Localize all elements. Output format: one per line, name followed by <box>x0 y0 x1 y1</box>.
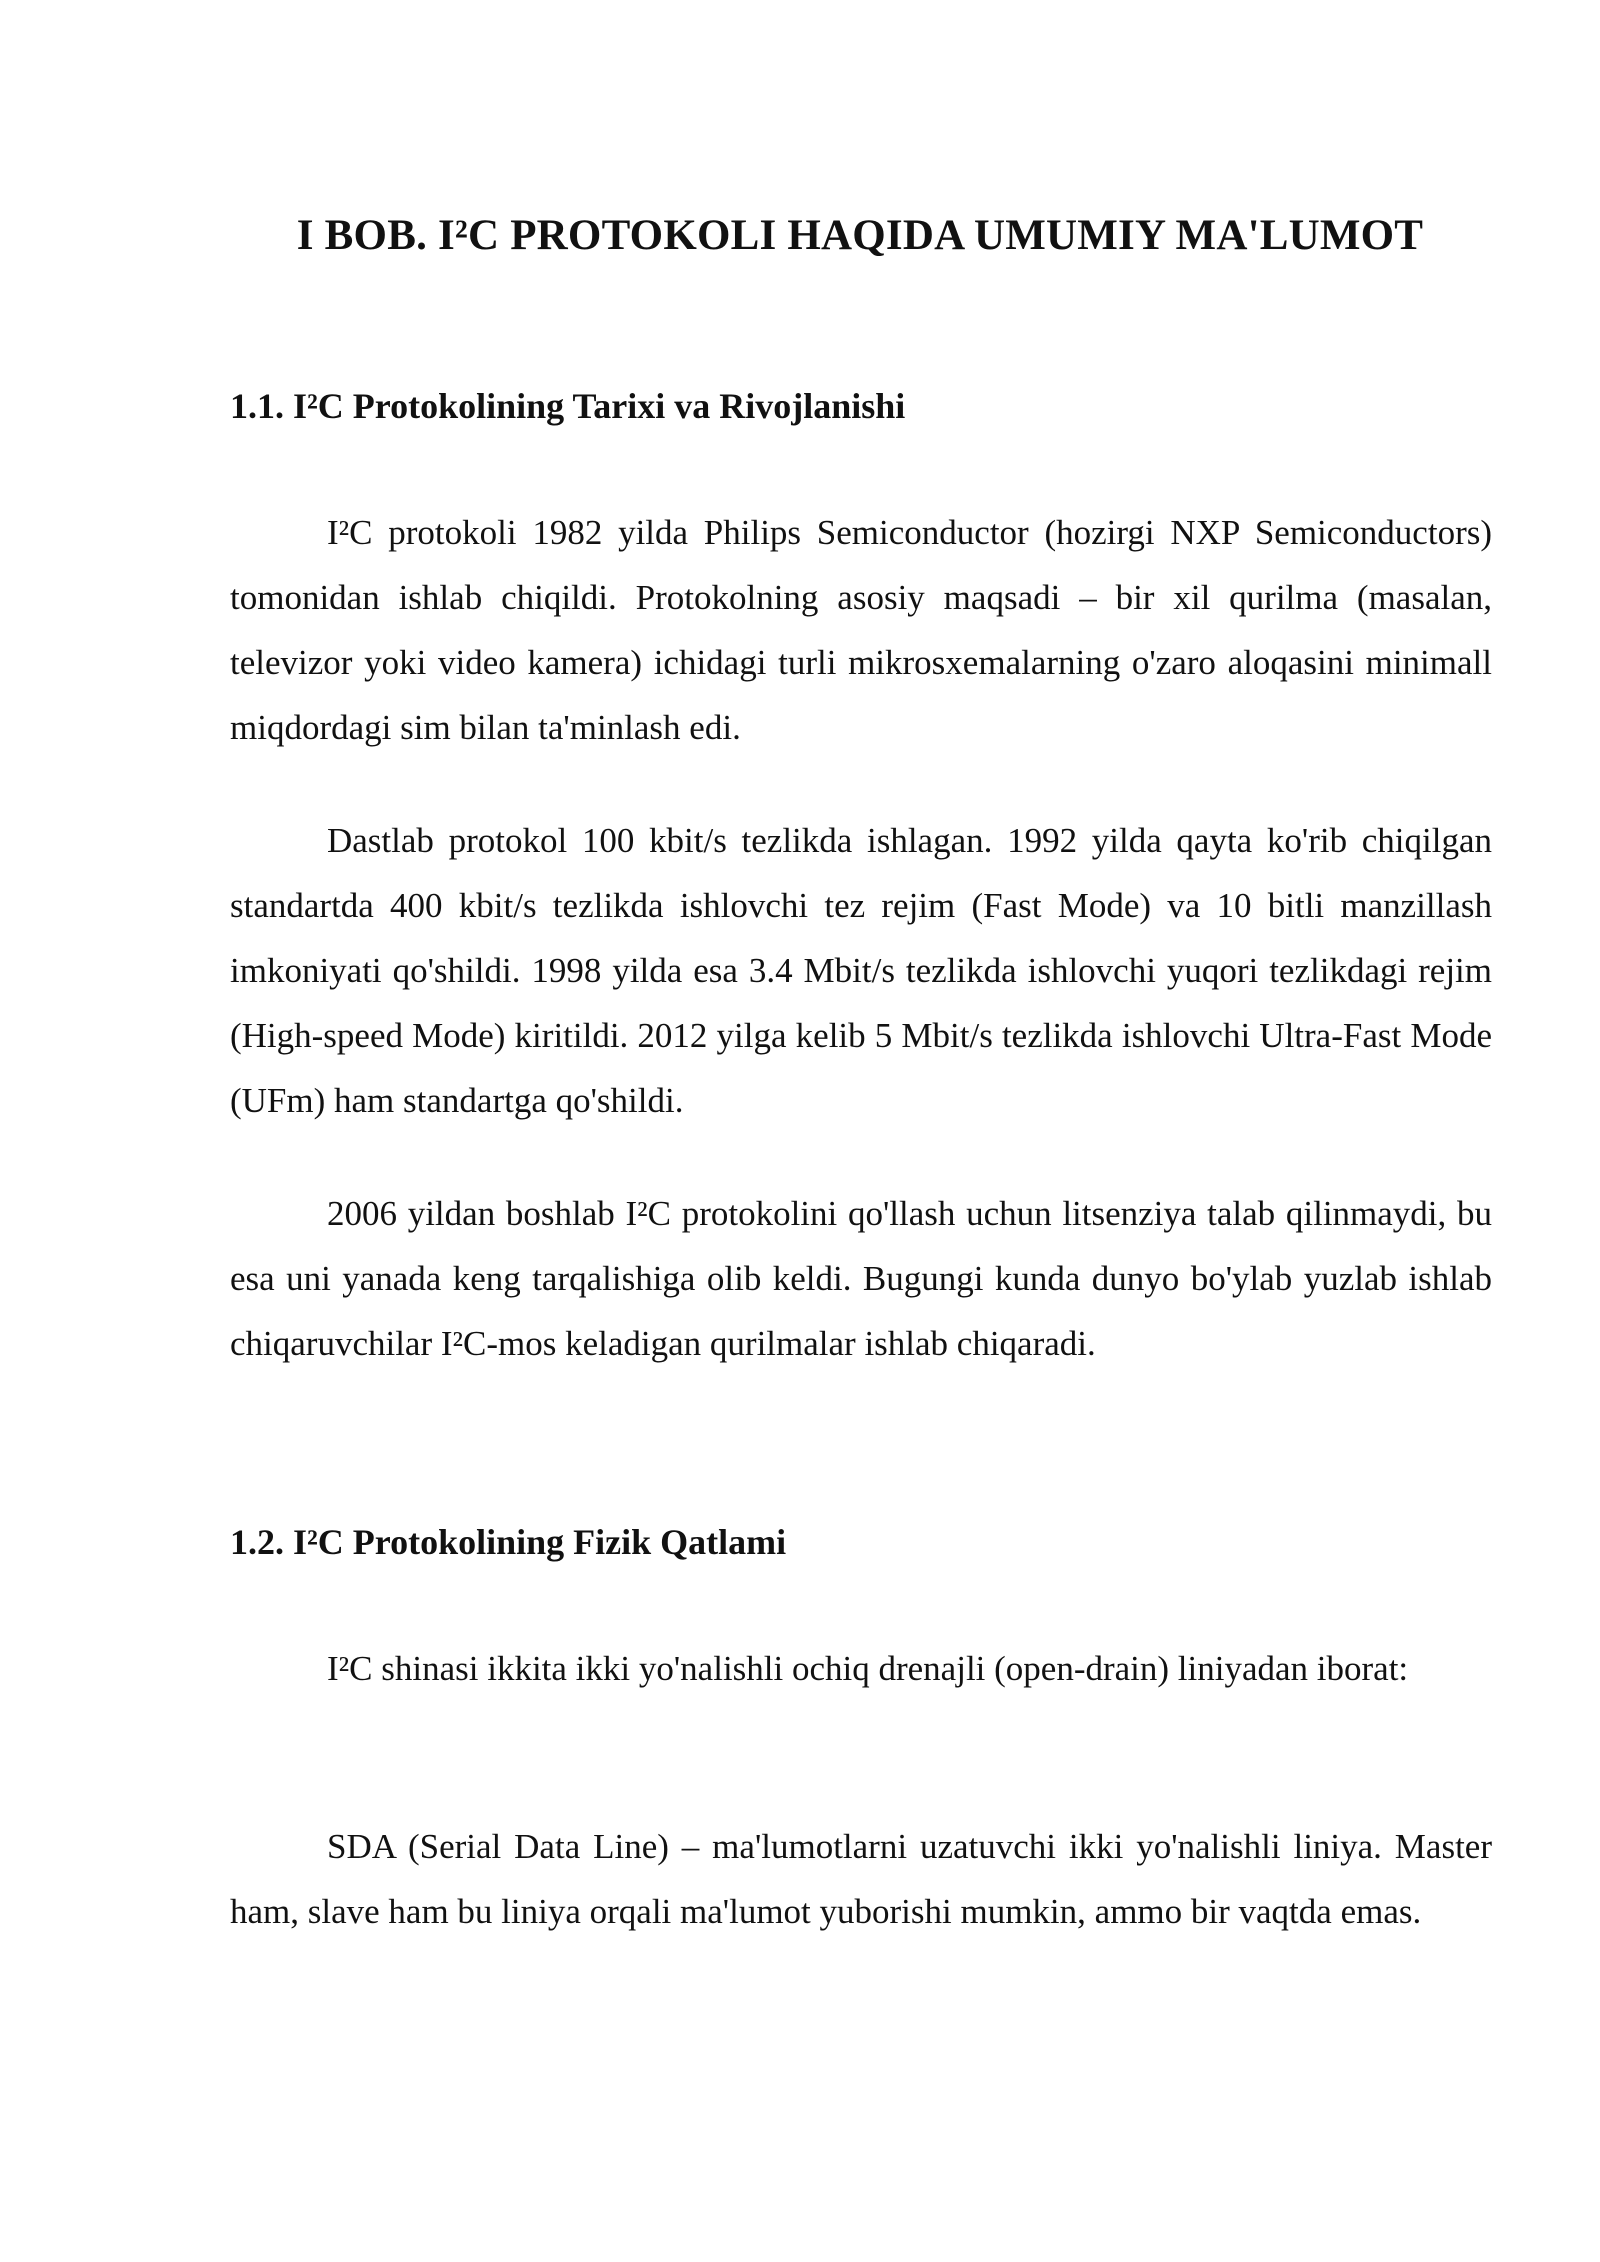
paragraph-sda-line: SDA (Serial Data Line) – ma'lumotlarni uzatuvchi ikki yo'nalishli liniya. Master ham, slave ham bu liniya orqali ma'lumot yuborishi mumkin, ammo bir vaqtda emas. <box>230 1827 1492 1931</box>
paragraph-history-speeds: Dastlab protokol 100 kbit/s tezlikda ishlagan. 1992 yilda qayta ko'rib chiqilgan standartda 400 kbit/s tezlikda ishlovchi tez rejim (Fast Mode) va 10 bitli manzillash imkoniyati qo'shildi. 1998 yilda esa 3.4 Mbit/s tezlikda ishlovchi yuqori tezlikdagi rejim (High-speed Mode) kiritildi. 2012 yilga kelib 5 Mbit/s tezlikda ishlovchi Ultra-Fast Mode (UFm) ham standartga qo'shildi. <box>230 821 1492 1120</box>
section-heading-1-2: 1.2. I²C Protokolining Fizik Qatlami <box>230 1522 787 1562</box>
paragraph-history-origin: I²C protokoli 1982 yilda Philips Semiconductor (hozirgi NXP Semiconductors) tomonidan ishlab chiqildi. Protokolning asosiy maqsadi – bir xil qurilma (masalan, televizor yoki video kamera) ichidagi turli mikrosxemalarning o'zaro aloqasini minimall miqdordagi sim bilan ta'minlash edi. <box>230 513 1492 747</box>
chapter-title: I BOB. I²C PROTOKOLI HAQIDA UMUMIY MA'LUMOT <box>296 212 1424 259</box>
section-heading-1-1: 1.1. I²C Protokolining Tarixi va Rivojlanishi <box>230 386 906 426</box>
paragraph-history-license: 2006 yildan boshlab I²C protokolini qo'llash uchun litsenziya talab qilinmaydi, bu esa uni yanada keng tarqalishiga olib keldi. Bugungi kunda dunyo bo'ylab yuzlab ishlab chiqaruvchilar I²C-mos keladigan qurilmalar ishlab chiqaradi. <box>230 1194 1492 1363</box>
paragraph-bus-lines: I²C shinasi ikkita ikki yo'nalishli ochiq drenajli (open-drain) liniyadan iborat: <box>327 1649 1409 1688</box>
